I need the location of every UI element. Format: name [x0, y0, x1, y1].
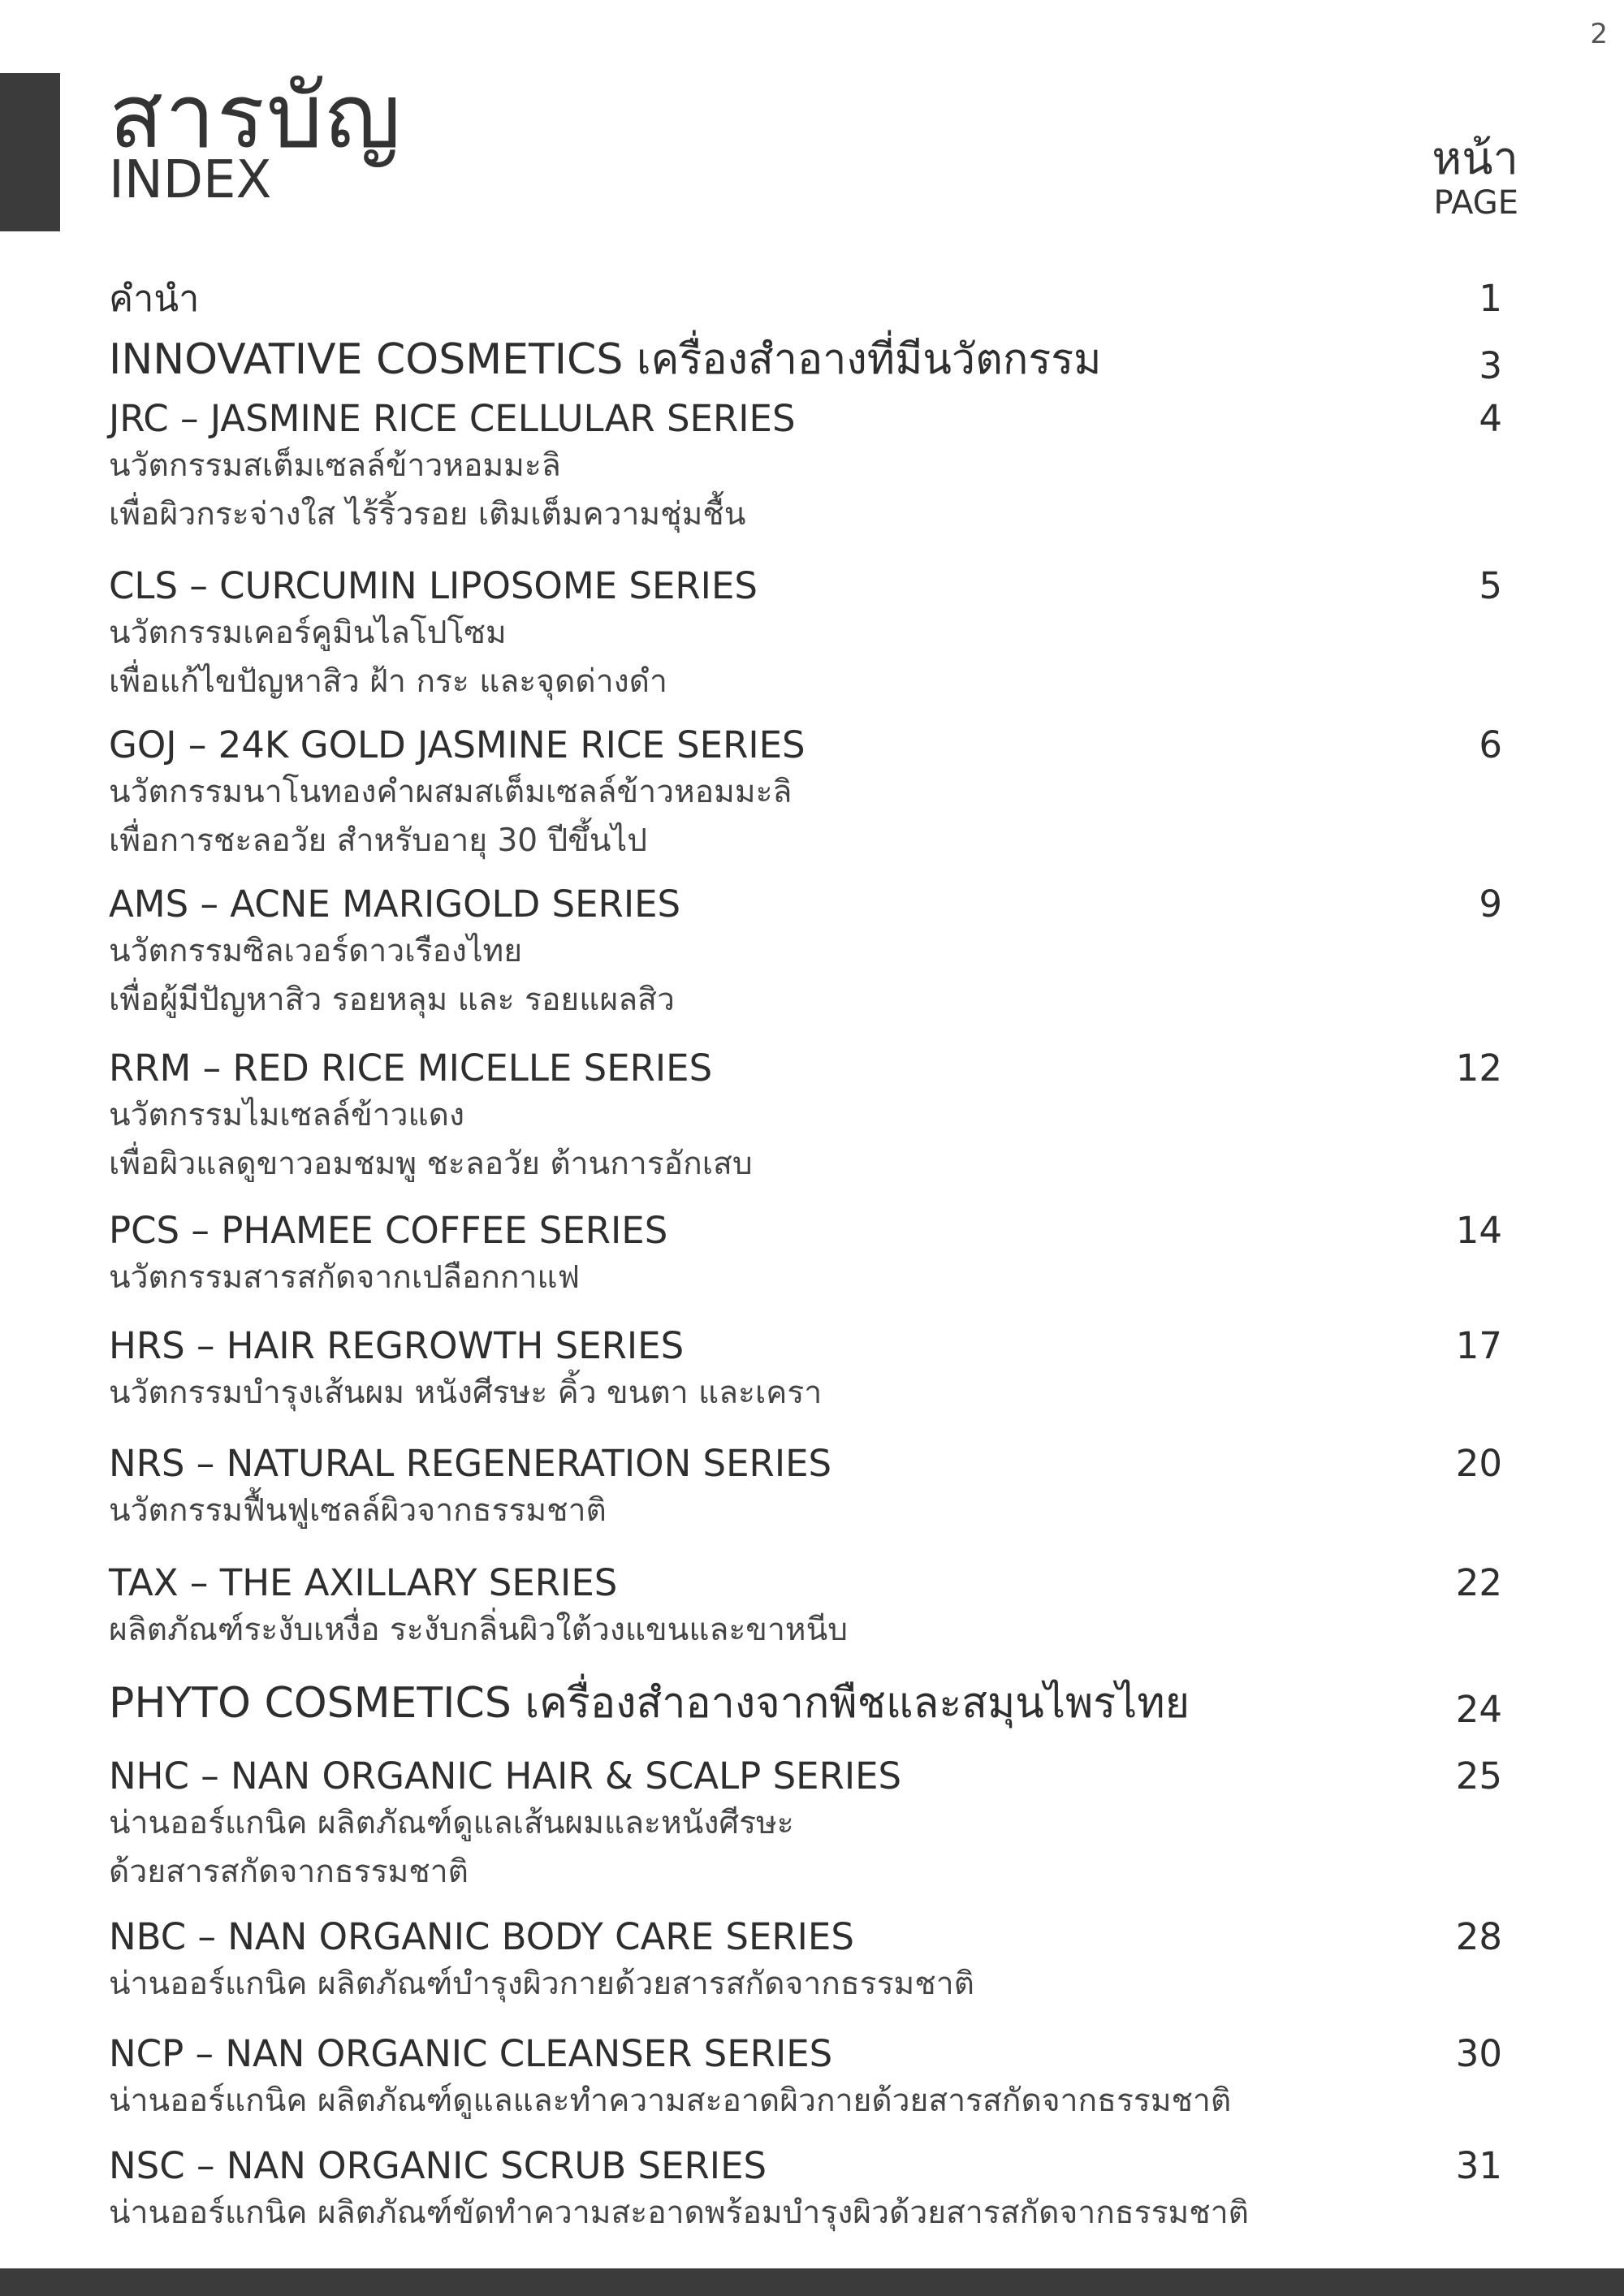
toc-entry-page-number: 3 — [1479, 344, 1502, 387]
toc-entry-page-number: 24 — [1455, 1688, 1502, 1731]
toc-entry-title: CLS – CURCUMIN LIPOSOME SERIES — [109, 564, 758, 607]
toc-entry — [109, 335, 1502, 387]
toc-entry — [109, 2143, 1502, 2238]
toc-entry — [109, 2031, 1502, 2126]
toc-entry-title: NHC – NAN ORGANIC HAIR & SCALP SERIES — [109, 1754, 902, 1798]
toc-entry — [109, 276, 1502, 322]
toc-entry-title: NCP – NAN ORGANIC CLEANSER SERIES — [109, 2032, 833, 2075]
toc-entry-page-number: 25 — [1455, 1754, 1502, 1798]
toc-entry — [109, 1323, 1502, 1418]
toc-entry-title: NSC – NAN ORGANIC SCRUB SERIES — [109, 2144, 767, 2187]
toc-entry-description: นวัตกรรมสเต็มเซลล์ข้าวหอมมะลิ — [109, 447, 561, 484]
toc-entry-page-number: 14 — [1455, 1209, 1502, 1252]
toc-entry — [109, 396, 1502, 539]
toc-entry-title: TAX – THE AXILLARY SERIES — [109, 1561, 618, 1604]
toc-entry-description: น่านออร์แกนิค ผลิตภัณฑ์บำรุงผิวกายด้วยสารสกัดจากธรรมชาติ — [109, 1966, 974, 2002]
page-number: 2 — [1590, 18, 1608, 50]
toc-entry-title: คำนำ — [109, 277, 200, 320]
toc-entry — [109, 1560, 1502, 1655]
toc-entry-description: เพื่อแก้ไขปัญหาสิว ฝ้า กระ และจุดด่างดำ — [109, 663, 667, 700]
toc-entry-description: เพื่อผิวกระจ่างใส ไร้ริ้วรอย เติมเต็มความชุ่มชื้น — [109, 496, 746, 533]
toc-entry-description: นวัตกรรมบำรุงเส้นผม หนังศีรษะ คิ้ว ขนตา และเครา — [109, 1375, 823, 1411]
toc-entry-title: AMS – ACNE MARIGOLD SERIES — [109, 883, 681, 926]
toc-entry-description: ผลิตภัณฑ์ระงับเหงื่อ ระงับกลิ่นผิวใต้วงแขนและขาหนีบ — [109, 1612, 848, 1648]
toc-entry-title: NBC – NAN ORGANIC BODY CARE SERIES — [109, 1915, 854, 1958]
toc-entry — [109, 882, 1502, 1025]
page-column-heading-thai: หน้า — [1432, 132, 1518, 185]
toc-entry-page-number: 20 — [1455, 1442, 1502, 1485]
toc-entry — [109, 1914, 1502, 2009]
toc-entry-description: ด้วยสารสกัดจากธรรมชาติ — [109, 1854, 469, 1890]
page-column-heading-english: PAGE — [1433, 184, 1518, 222]
toc-entry — [109, 723, 1502, 865]
toc-entry-page-number: 30 — [1455, 2032, 1502, 2075]
toc-entry — [109, 563, 1502, 706]
toc-entry-page-number: 22 — [1455, 1561, 1502, 1604]
toc-entry-description: นวัตกรรมซิลเวอร์ดาวเรืองไทย — [109, 933, 523, 969]
toc-entry — [109, 1679, 1502, 1731]
toc-entry-page-number: 5 — [1479, 564, 1502, 607]
toc-entry-page-number: 4 — [1479, 397, 1502, 440]
toc-entry — [109, 1441, 1502, 1535]
toc-entry-page-number: 9 — [1479, 883, 1502, 926]
toc-entry — [109, 1208, 1502, 1302]
toc-entry — [109, 1754, 1502, 1897]
toc-entry-page-number: 12 — [1455, 1047, 1502, 1090]
toc-entry-title: NRS – NATURAL REGENERATION SERIES — [109, 1442, 832, 1485]
toc-entry-title: PCS – PHAMEE COFFEE SERIES — [109, 1209, 668, 1252]
toc-entry-title: JRC – JASMINE RICE CELLULAR SERIES — [109, 397, 796, 440]
toc-entry-description: น่านออร์แกนิค ผลิตภัณฑ์ดูแลเส้นผมและหนังศีรษะ — [109, 1805, 794, 1841]
toc-entry-page-number: 28 — [1455, 1915, 1502, 1958]
toc-entry-description: นวัตกรรมไมเซลล์ข้าวแดง — [109, 1097, 464, 1133]
toc-entry-title: GOJ – 24K GOLD JASMINE RICE SERIES — [109, 723, 806, 766]
toc-entry-description: น่านออร์แกนิค ผลิตภัณฑ์ดูแลและทำความสะอาดผิวกายด้วยสารสกัดจากธรรมชาติ — [109, 2082, 1232, 2119]
toc-entry-description: นวัตกรรมสารสกัดจากเปลือกกาแฟ — [109, 1259, 581, 1296]
toc-entry-description: นวัตกรรมนาโนทองคำผสมสเต็มเซลล์ข้าวหอมมะลิ — [109, 774, 793, 810]
toc-entry-page-number: 31 — [1455, 2144, 1502, 2187]
toc-entry-title: RRM – RED RICE MICELLE SERIES — [109, 1047, 713, 1090]
toc-entry-description: น่านออร์แกนิค ผลิตภัณฑ์ขัดทำความสะอาดพร้อมบำรุงผิวด้วยสารสกัดจากธรรมชาติ — [109, 2195, 1249, 2231]
toc-entry-page-number: 17 — [1455, 1324, 1502, 1367]
toc-entry-description: เพื่อการชะลอวัย สำหรับอายุ 30 ปีขึ้นไป — [109, 822, 647, 859]
toc-entry-description: นวัตกรรมฟื้นฟูเซลล์ผิวจากธรรมชาติ — [109, 1492, 607, 1529]
toc-entry-page-number: 6 — [1479, 723, 1502, 766]
toc-entry-description: เพื่อผู้มีปัญหาสิว รอยหลุม และ รอยแผลสิว — [109, 982, 675, 1018]
toc-entry-title: INNOVATIVE COSMETICS เครื่องสำอางที่มีนวัตกรรม — [109, 335, 1102, 384]
toc-entry-page-number: 1 — [1479, 277, 1502, 320]
footer-bar — [0, 2268, 1624, 2296]
header-side-bar — [0, 73, 60, 231]
toc-entry-description: นวัตกรรมเคอร์คูมินไลโปโซม — [109, 615, 507, 651]
index-title-thai: สารบัญ — [109, 64, 403, 168]
index-title-english: INDEX — [109, 150, 272, 210]
toc-entry-title: HRS – HAIR REGROWTH SERIES — [109, 1324, 685, 1367]
toc-entry — [109, 1046, 1502, 1189]
toc-entry-description: เพื่อผิวแลดูขาวอมชมพู ชะลอวัย ต้านการอักเสบ — [109, 1146, 753, 1182]
toc-entry-title: PHYTO COSMETICS เครื่องสำอางจากพืชและสมุนไพรไทย — [109, 1679, 1190, 1728]
